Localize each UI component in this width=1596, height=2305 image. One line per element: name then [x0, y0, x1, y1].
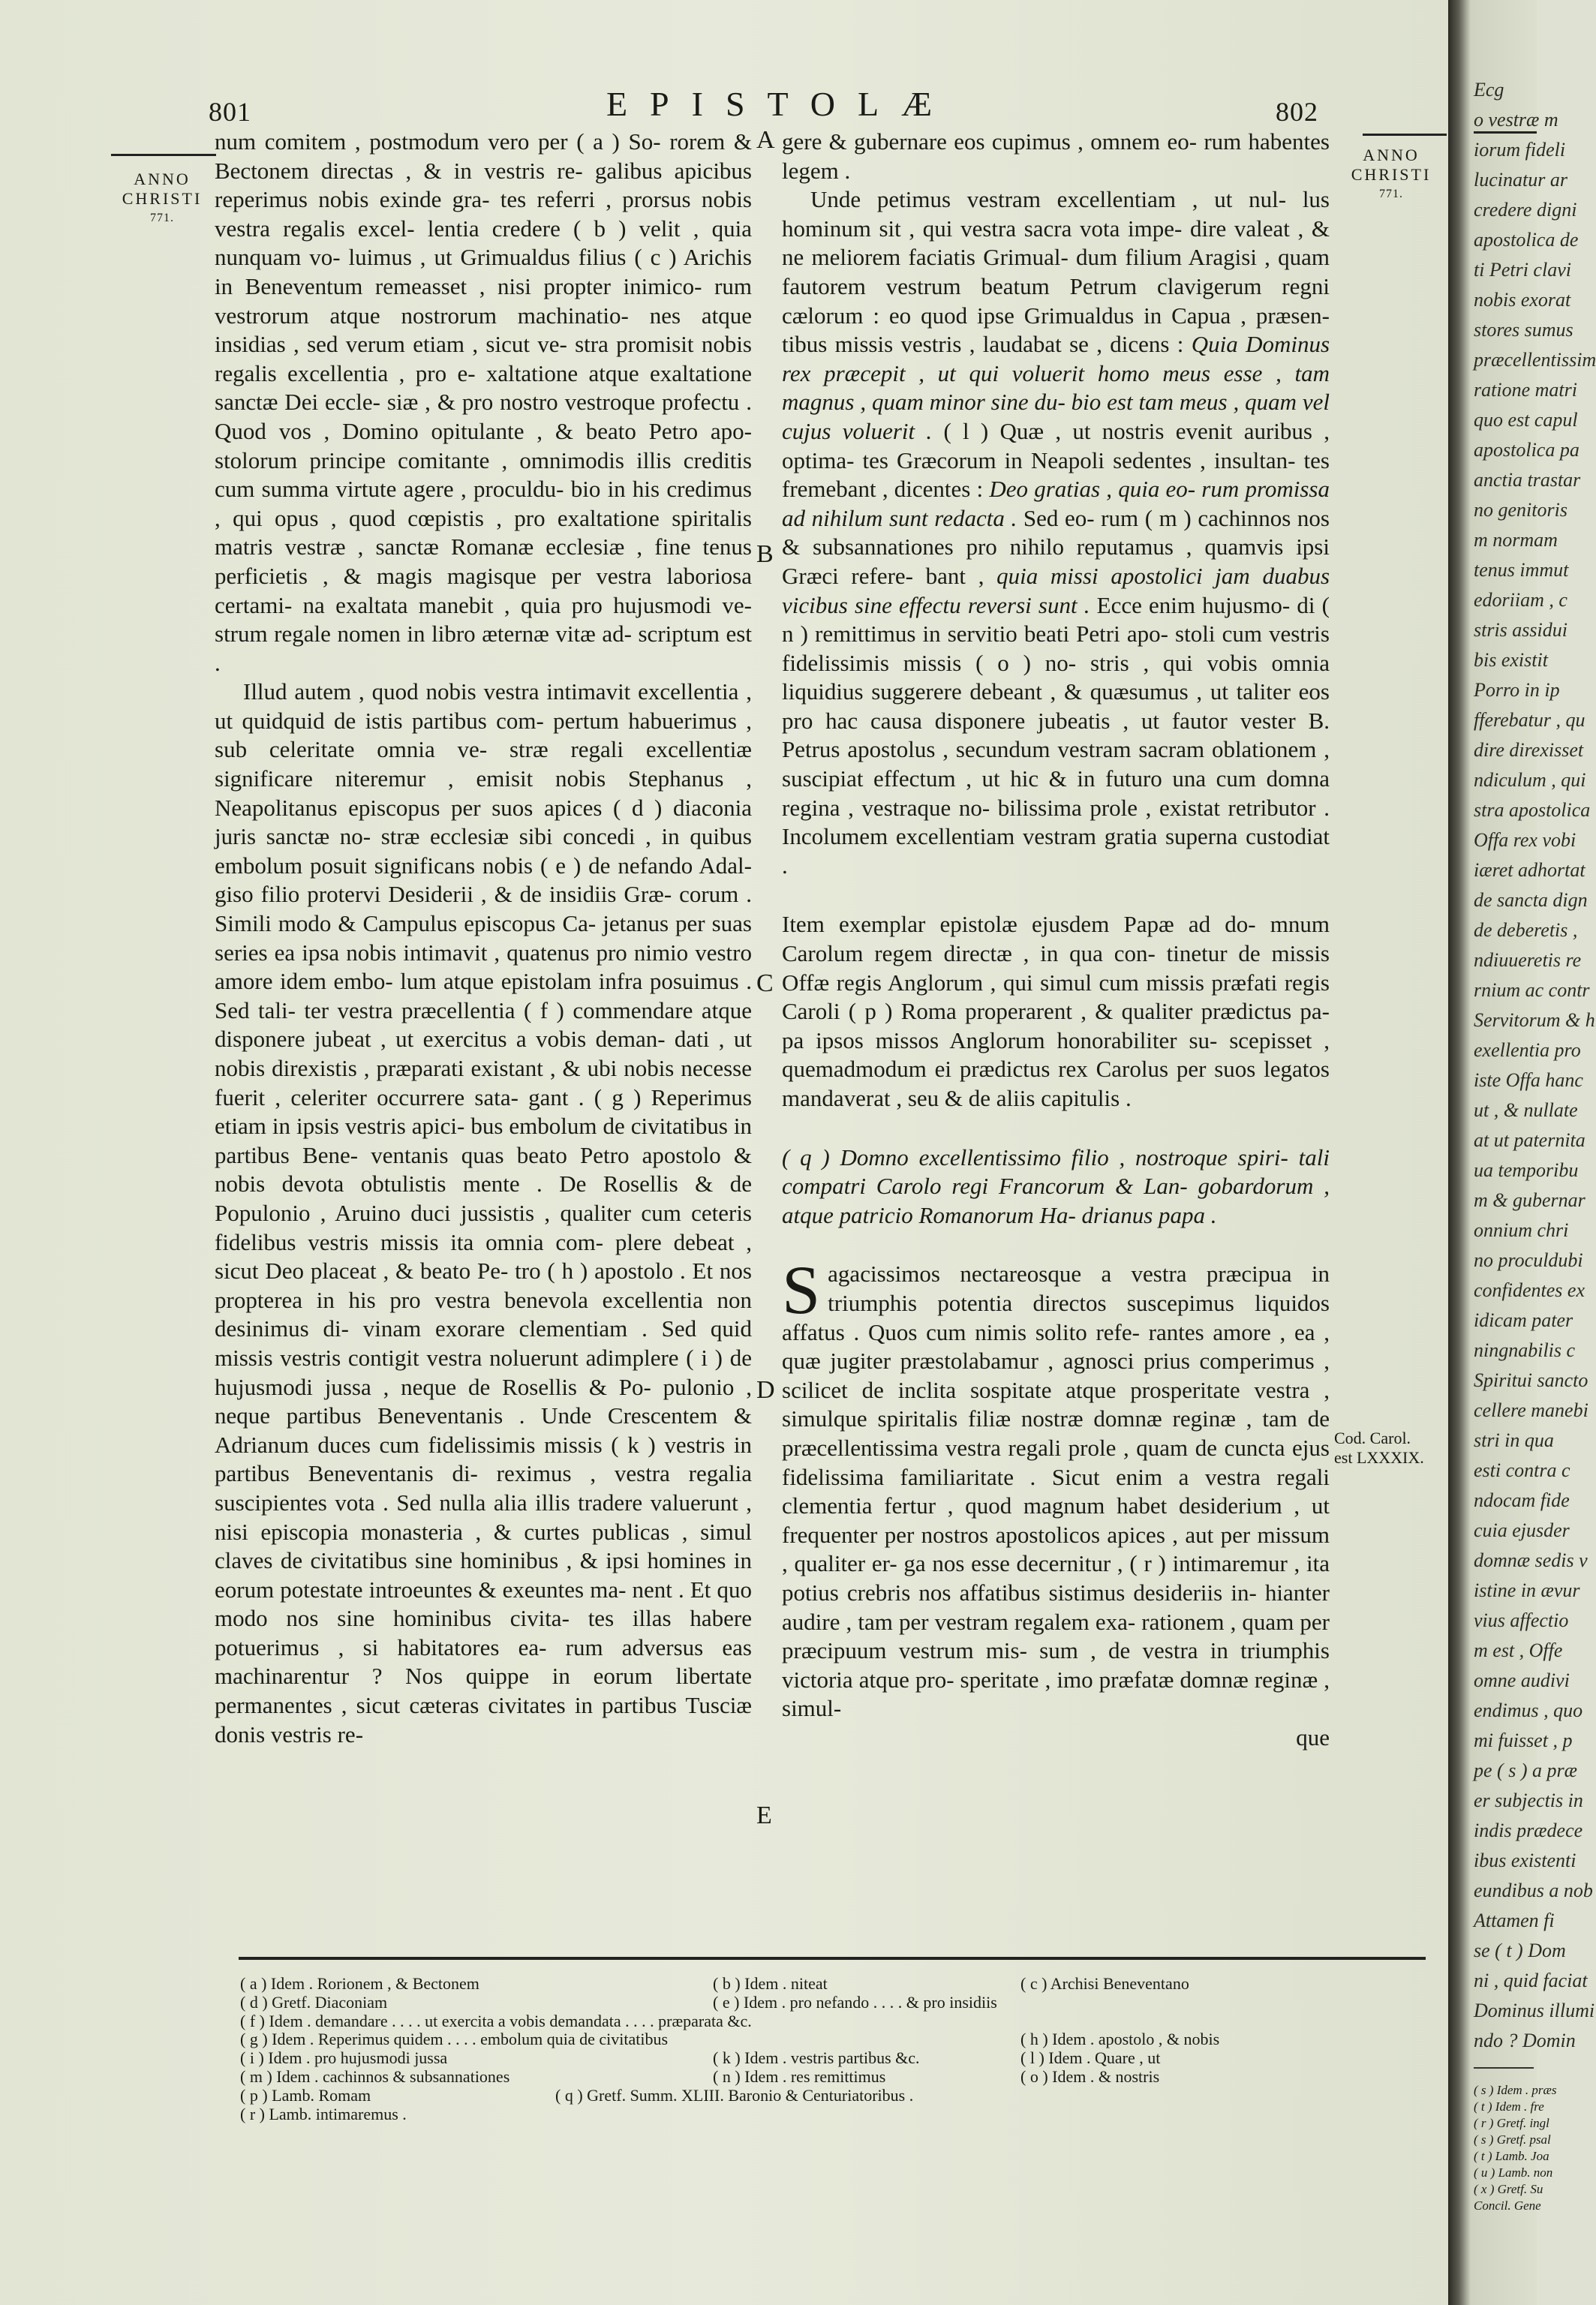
- footnote-row: [240, 2068, 1321, 2087]
- facing-line: ibus existenti: [1474, 1850, 1576, 1871]
- margin-year: 771.: [1379, 188, 1403, 200]
- footnote: ( p ) Lamb. Romam: [240, 2085, 371, 2105]
- facing-line: ndo ? Domin: [1474, 2030, 1576, 2051]
- facing-line: onnium chri: [1474, 1219, 1569, 1241]
- margin-year-right: [1339, 146, 1444, 204]
- facing-line: no proculdubi: [1474, 1249, 1583, 1271]
- footnote-row: [240, 2049, 1321, 2068]
- facing-line: credere digni: [1474, 199, 1577, 221]
- facing-line: iste Offa hanc: [1474, 1069, 1583, 1091]
- page-number-left: 801: [209, 97, 251, 127]
- margin-year: 771.: [150, 212, 174, 224]
- facing-line: de deberetis ,: [1474, 919, 1578, 941]
- facing-line: m & gubernar: [1474, 1189, 1585, 1211]
- drop-capital: S: [782, 1252, 821, 1329]
- facing-line: apostolica de: [1474, 229, 1579, 251]
- facing-line: cuia ejusder: [1474, 1519, 1570, 1541]
- facing-line: exellentia pro: [1474, 1039, 1581, 1061]
- margin-anno: ANNO: [134, 170, 191, 188]
- text-run: Sed eo- rum ( m ) cachinnos nos & subsannationes pro nihilo reputamus , quamvis ipsi Græci refere- bant ,: [782, 504, 1330, 589]
- codex-name: Cod. Carol.: [1334, 1429, 1411, 1447]
- facing-line: er subjectis in: [1474, 1790, 1583, 1811]
- facing-line: præcellentissim: [1474, 349, 1596, 371]
- facing-note: ( u ) Lamb. non: [1474, 2165, 1553, 2180]
- facing-line: lucinatur ar: [1474, 169, 1567, 191]
- quotation: Quia Dominus rex præcepit , ut qui voluerit homo meus esse , tam magnus , quam minor sine du- bio est tam meus , quam vel cujus voluerit .: [782, 331, 1330, 444]
- paragraph: Illud autem , quod nobis vestra intimavit excellentia , ut quidquid de istis partibus com- pertum habuerimus , sub celeritate omnia ve- stræ regali excellentiæ significare niteremur , emisit nobis Stephanus , Neapolitanus episcopus per suos apices ( d ) diaconia juris sanctæ no- stræ ecclesiæ sibi concedi , in quibus embolum posuit significans nobis ( e ) de nefando Adal- giso filio protervi Desiderii , & de insidiis Græ- corum . Simili modo & Campulus episcopus Ca- jetanus per suas series ea ipsa nobis intimavit , quatenus pro nimio vestro amore idem embo- lum atque epistolam infra posuimus . Sed tali- ter vestra præcellentia ( f ) commendare atque disponere jubeat , ut exercitus a vobis deman- dati , ut nobis direxistis , præparati existant , & ubi nobis necesse fuerit , celeriter occurrere sata- gant . ( g ) Reperimus etiam in ipsis vestris apici- bus embolum de civitatibus in partibus Bene- ventanis quas beato Petro apostolo & nobis devota obtulistis mente . De Rosellis & de Populonio , Aruino duci jussistis , qualiter cum ceteris fidelibus vestris missis ita omnia com- plere debeat , sicut Deo placeat , & beato Pe- tro ( h ) apostolo . Et nos propterea in his pro vestra benevola excellentia non desinimus di- vinam exorare clementiam . Sed quid missis vestris contigit vestra noluerunt adimplere ( i ) de hujusmodi jussa , neque de Rosellis & Po- pulonio , neque partibus Beneventanis . Unde Crescentem & Adrianum duces cum fidelissimis missis ( k ) vestris in partibus Beneventanis di- reximus , vestra regalia suscipientes vota . Sed nulla alia illis tradere valuerunt , nisi episcopia monasteria , & curtes publicas , simul claves de civitatibus sine hominibus , & ipsi homines in eorum potestate introeuntes & exeuntes ma- nent . Et quo modo nos sine hominibus civita- tes illas habere potuerimus , si habitatores ea- rum adversus eas machinarentur ? Nos quippe in eorum libertate permanentes , sicut cæteras civitates in partibus Tusciæ donis vestris re-: [215, 678, 752, 1748]
- facing-line: dire direxisset: [1474, 739, 1584, 761]
- facing-line: ningnabilis c: [1474, 1339, 1576, 1361]
- facing-line: Spiritui sancto: [1474, 1369, 1588, 1391]
- facing-line: se ( t ) Dom: [1474, 1940, 1566, 1961]
- facing-line: anctia trastar: [1474, 469, 1581, 491]
- section-letter-d: D: [756, 1376, 775, 1404]
- facing-line: mi fuisset , p: [1474, 1730, 1573, 1751]
- section-letter-b: B: [756, 540, 774, 568]
- footnote-row: [240, 2012, 1321, 2031]
- facing-line: rnium ac contr: [1474, 979, 1590, 1001]
- letter-heading: Item exemplar epistolæ ejusdem Papæ ad do- mnum Carolum regem directæ , in qua con- tinetur de missis Offæ regis Anglorum , qui simul cum missis præfati regis Caroli ( p ) Roma properarent , & qualiter prædictus pa- pa ipsos missos Anglorum honorabiliter su- scepisset , quemadmodum ei prædictus rex Carolus per suos legatos mandaverat , seu & de aliis capitulis .: [782, 911, 1330, 1111]
- paragraph: [782, 1252, 1330, 1723]
- facing-line: ndocam fide: [1474, 1489, 1570, 1511]
- facing-note: ( t ) Lamb. Joa: [1474, 2149, 1549, 2163]
- footnote: ( r ) Lamb. intimaremus .: [240, 2104, 407, 2123]
- facing-line: confidentes ex: [1474, 1279, 1585, 1301]
- footnote: ( o ) Idem . & nostris: [1020, 2066, 1160, 2086]
- facing-line: ndiuueretis re: [1474, 949, 1582, 971]
- facing-line: stris assidui: [1474, 619, 1567, 641]
- margin-christi: CHRISTI: [122, 189, 203, 208]
- facing-line: domnæ sedis v: [1474, 1549, 1588, 1571]
- footnote: ( m ) Idem . cachinnos & subsannationes: [240, 2066, 510, 2086]
- facing-line: Servitorum & h: [1474, 1009, 1595, 1031]
- left-column: [215, 128, 752, 1749]
- facing-line: nobis exorat: [1474, 289, 1571, 311]
- paragraph: num comitem , postmodum vero per ( a ) So- rorem & Bectonem directas , & in vestris re- galibus apicibus reperimus nobis exinde gra- tes referri , prorsus nobis vestra regalis excel- lentia credere ( b ) velit , quia nunquam vo- luimus , ut Grimualdus filius ( c ) Arichis in Beneventum remeasset , nisi propter inimico- rum vestrorum atque nostrorum machinatio- nes atque insidias , sed verum etiam , sicut ve- stra promisit nobis regalis excellentia , pro e- xaltatione atque exaltatione sanctæ Dei eccle- siæ , & pro nostro vestroque profectu . Quod vos , Domino opitulante , & beato Petro apo- stolorum principe comitante , omnimodis illis creditis cum summa virtute agere , proculdu- bio in his credimus , qui opus , quod cœpistis , pro exaltatione spiritalis matris vestræ , sanctæ Romanæ ecclesiæ , fine tenus perficietis , & magis magisque per vestra laboriosa certami- na exaltata manebit , quia pro hujusmodi ve- strum regale nomen in libro æternæ vitæ ad- scriptum est .: [215, 128, 752, 676]
- facing-line: Ecg: [1474, 79, 1504, 101]
- facing-line: m normam: [1474, 529, 1558, 551]
- margin-christi: CHRISTI: [1351, 165, 1432, 184]
- header-rule-right: [1363, 134, 1447, 136]
- facing-line: edoriiam , c: [1474, 589, 1567, 611]
- facing-page-text: [1474, 75, 1596, 2056]
- facing-line: istine in ævur: [1474, 1579, 1580, 1601]
- facing-note: ( x ) Gretf. Su: [1474, 2182, 1543, 2196]
- facing-page-edge: [1448, 0, 1596, 2305]
- footnotes: [240, 1975, 1321, 2123]
- footnote-row: [240, 1975, 1321, 1994]
- facing-line: ratione matri: [1474, 379, 1577, 401]
- facing-line: ni , quid faciat: [1474, 1970, 1588, 1991]
- facing-line: tenus immut: [1474, 559, 1569, 581]
- facing-line: de sancta dign: [1474, 889, 1588, 911]
- facing-line: m est , Offe: [1474, 1639, 1563, 1661]
- facing-line: iorum fideli: [1474, 139, 1566, 161]
- footnote: ( e ) Idem . pro nefando . . . . & pro insidiis: [713, 1992, 997, 2012]
- facing-line: Dominus illumi: [1474, 2000, 1595, 2021]
- letter-address: ( q ) Domno excellentissimo filio , nostroque spiri- tali compatri Carolo regi Francorum & Lan- gobardorum , atque patricio Romanorum Ha- drianus papa .: [782, 1143, 1330, 1228]
- facing-line: stri in qua: [1474, 1429, 1554, 1451]
- footnote: ( q ) Gretf. Summ. XLIII. Baronio & Centuriatoribus .: [555, 2085, 914, 2105]
- facing-line: iæret adhortat: [1474, 859, 1585, 881]
- facing-line: cellere manebi: [1474, 1399, 1588, 1421]
- footnote: ( i ) Idem . pro hujusmodi jussa: [240, 2048, 448, 2068]
- text-run: agacissimos nectareosque a vestra præcipua in triumphis potentia directos suscepimus liquidos affatus . Quos cum nimis solito refe- rantes amore , ea , quæ jugiter præstolabamur , agnosci prius comperimus , scilicet de inclita sospitate atque prosperitate vestra , simulque spiritalis filiæ nostræ domnæ reginæ , tam de præcellentissima vestra regali prole , quam de cuncta ejus fidelissima familiaritate . Sicut enim a vestra regali clementia fertur , quod magnum habet desiderium , ut frequenter per nostros apostolicos apices , aut per missum , qualiter er- ga nos esse decernitur , ( r ) intimaremur , ita potius crebris nos affatibus sistimus desideriis in- hianter audire , tam per vestram regalem exa- rationem , quam per præcipuum vestrum mis- sum , de vestra in triumphis victoria atque pro- speritate , imo præfatæ domnæ reginæ , simul-: [782, 1261, 1330, 1722]
- section-letter-e: E: [756, 1802, 772, 1829]
- footnote: ( k ) Idem . vestris partibus &c.: [713, 2048, 920, 2068]
- facing-note: ( t ) Idem . fre: [1474, 2099, 1544, 2114]
- facing-line: pe ( s ) a præ: [1474, 1760, 1577, 1781]
- facing-line: stores sumus: [1474, 319, 1573, 341]
- footnote-row: [240, 1994, 1321, 2012]
- page-number-right: 802: [1276, 97, 1318, 127]
- footnote: ( c ) Archisi Beneventano: [1020, 1974, 1189, 1993]
- text-run: ( l ) Quæ , ut nostris evenit auribus , optima- tes Græcorum in Neapoli sedentes , insultan- tes fremebant , dicentes :: [782, 417, 1330, 503]
- facing-line: bis existit: [1474, 649, 1548, 671]
- facing-note: ( s ) Idem . præs: [1474, 2083, 1557, 2097]
- section-letter-a: A: [756, 126, 775, 154]
- paragraph: [782, 185, 1330, 880]
- right-column: [782, 128, 1330, 1752]
- facing-line: esti contra c: [1474, 1459, 1570, 1481]
- facing-line: no genitoris: [1474, 499, 1567, 521]
- facing-line: indis prædece: [1474, 1820, 1583, 1841]
- footnote: ( f ) Idem . demandare . . . . ut exercita a vobis demandata . . . . præparata &c.: [240, 2011, 752, 2030]
- facing-line: ti Petri clavi: [1474, 259, 1571, 281]
- facing-line: Offa rex vobi: [1474, 829, 1576, 851]
- running-title: EPISTOLÆ: [606, 85, 955, 123]
- footnote-row: [240, 2105, 1321, 2124]
- margin-anno: ANNO: [1363, 146, 1420, 164]
- text-run: Unde petimus vestram excellentiam , ut nul- lus hominum sit , qui vestra sacra vota impe- dire valeat , & ne meliorem faciatis Grimual- dum filium Aragisi , quam fautorem vestrum beatum Petrum clavigerum regni cælorum : eo quod ipse Grimualdus in Capua , præsen- tibus missis vestris , laudabat se , dicens :: [782, 186, 1330, 358]
- codex-reference: [1334, 1429, 1424, 1468]
- facing-line: eundibus a nob: [1474, 1880, 1593, 1901]
- facing-line: idicam pater: [1474, 1309, 1573, 1331]
- facing-line: ua temporibu: [1474, 1159, 1579, 1181]
- footnote-row: [240, 2087, 1321, 2105]
- facing-page-notes: [1474, 2082, 1557, 2214]
- footnote: ( d ) Gretf. Diaconiam: [240, 1992, 388, 2012]
- footnote: ( h ) Idem . apostolo , & nobis: [1020, 2030, 1220, 2049]
- footnote: ( l ) Idem . Quare , ut: [1020, 2048, 1161, 2068]
- footnote-row: [240, 2030, 1321, 2049]
- footnote: ( a ) Idem . Rorionem , & Bectonem: [240, 1974, 479, 1993]
- facing-line: apostolica pa: [1474, 439, 1579, 461]
- facing-line: vius affectio: [1474, 1609, 1569, 1631]
- facing-note: ( r ) Gretf. ingl: [1474, 2116, 1549, 2130]
- facing-line: at ut paternita: [1474, 1129, 1585, 1151]
- facing-line: fferebatur , qu: [1474, 709, 1585, 731]
- quotation: quia missi apostolici jam duabus vicibus sine effectu reversi sunt .: [782, 562, 1330, 618]
- margin-year-left: [110, 170, 215, 228]
- facing-line: ut , & nullate: [1474, 1099, 1578, 1121]
- footnote: [1020, 1994, 1321, 2012]
- facing-note: ( s ) Gretf. psal: [1474, 2132, 1551, 2147]
- facing-line: ndiculum , qui: [1474, 769, 1586, 791]
- facing-line: stra apostolica: [1474, 799, 1591, 821]
- facing-line: Attamen fi: [1474, 1910, 1555, 1931]
- codex-number: est LXXXIX.: [1334, 1448, 1424, 1467]
- facing-line: o vestræ m: [1474, 109, 1558, 131]
- footnote: ( g ) Idem . Reperimus quidem . . . . embolum quia de civitatibus: [240, 2030, 669, 2049]
- footnote: ( n ) Idem . res remittimus: [713, 2066, 886, 2086]
- facing-line: Porro in ip: [1474, 679, 1560, 701]
- header-rule-left: [111, 154, 216, 156]
- quotation: Deo gratias , quia eo- rum promissa ad nihilum sunt redacta .: [782, 476, 1330, 531]
- catchword: que: [1296, 1723, 1330, 1751]
- text-run: Ecce enim hujusmo- di ( n ) remittimus in servitio beati Petri apo- stoli cum vestris fidelissimis missis ( o ) no- stris , qui vobis omnia liquidius suggerere debeant , & quæsumus , ut taliter eos pro hac causa disponere jubeatis , ut fautor vester B. Petrus apostolus , secundum vestram sacram oblationem , suscipiat effectum , ut hic & in futuro una cum domna regina , vestraque no- bilissima prole , existat retributor . Incolumem excellentiam vestram gratia superna custodiat .: [782, 591, 1330, 879]
- footnote-rule: [239, 1957, 1426, 1960]
- paragraph: gere & gubernare eos cupimus , omnem eo- rum habentes legem .: [782, 128, 1330, 184]
- facing-footnote-rule: [1474, 2067, 1534, 2069]
- facing-line: endimus , quo: [1474, 1699, 1583, 1721]
- facing-line: omne audivi: [1474, 1669, 1570, 1691]
- facing-line: quo est capul: [1474, 409, 1578, 431]
- footnote: ( b ) Idem . niteat: [713, 1974, 828, 1993]
- section-letter-c: C: [756, 969, 774, 997]
- facing-note: Concil. Gene: [1474, 2198, 1541, 2213]
